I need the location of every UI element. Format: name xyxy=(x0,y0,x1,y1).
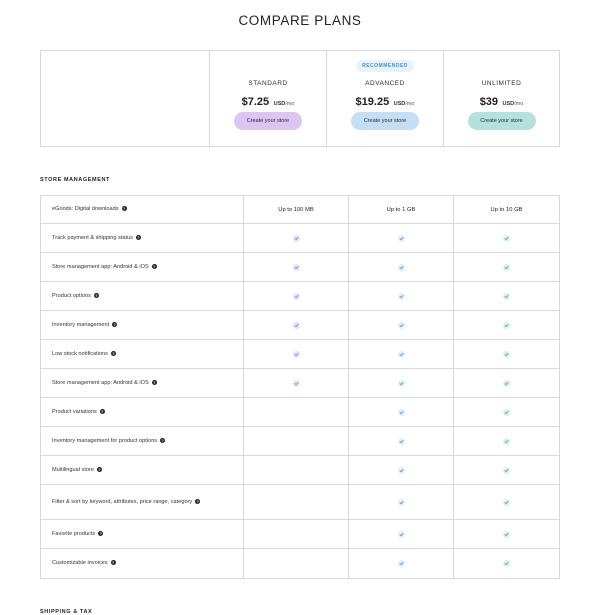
plan-cell xyxy=(244,253,349,281)
feature-label-wrap xyxy=(52,437,165,446)
check-icon xyxy=(503,499,510,506)
table-row xyxy=(41,549,559,578)
plan-cell-value: Up to 100 MB xyxy=(278,206,314,213)
plan-cell xyxy=(349,340,454,368)
help-icon[interactable]: ? xyxy=(152,263,156,269)
price-currency: USD xyxy=(273,101,286,107)
feature-label-text: Inventory management xyxy=(52,321,110,328)
plan-name: UNLIMITED xyxy=(481,80,522,87)
page-title: COMPARE PLANS xyxy=(238,13,362,28)
feature-label-wrap xyxy=(52,321,117,330)
table-row xyxy=(41,224,559,253)
check-icon xyxy=(503,264,510,271)
feature-label xyxy=(41,369,244,397)
check-icon xyxy=(398,351,405,358)
create-store-button-advanced[interactable]: Create your store xyxy=(351,112,419,130)
price-currency: USD xyxy=(393,101,406,107)
plan-cell xyxy=(349,311,454,339)
feature-label xyxy=(41,340,244,368)
create-store-button-unlimited[interactable]: Create your store xyxy=(468,112,536,130)
feature-label xyxy=(41,282,244,310)
help-icon[interactable]: ? xyxy=(95,292,98,298)
plan-cell-value: Up to 1 GB xyxy=(386,206,416,213)
check-icon xyxy=(503,351,510,358)
plan-cell xyxy=(454,282,559,310)
plan-header xyxy=(40,50,560,147)
plan-cell xyxy=(349,253,454,281)
check-icon xyxy=(503,467,510,474)
help-icon[interactable]: ? xyxy=(122,206,126,212)
feature-label-wrap xyxy=(52,379,157,388)
plan-cell xyxy=(244,456,349,484)
feature-label-text: Filter & sort by keyword, attributes, price range, category xyxy=(52,498,193,505)
feature-label-wrap xyxy=(52,466,102,475)
section-title-store-management: STORE MANAGEMENT xyxy=(40,177,111,183)
feature-label-text: Multilingual store xyxy=(52,466,94,473)
help-icon[interactable]: ? xyxy=(137,234,140,240)
table-row xyxy=(41,398,559,427)
plan-standard xyxy=(210,51,327,146)
check-icon xyxy=(293,351,300,358)
plan-cell xyxy=(244,485,349,519)
feature-label-wrap xyxy=(52,498,200,507)
feature-label-wrap xyxy=(52,292,99,301)
plan-cell xyxy=(454,456,559,484)
price-period: /mo xyxy=(514,101,524,107)
plan-cell xyxy=(244,520,349,548)
plan-cell xyxy=(454,485,559,519)
check-icon xyxy=(398,560,405,567)
plan-cell xyxy=(244,398,349,426)
table-row xyxy=(41,282,559,311)
help-icon[interactable]: ? xyxy=(98,466,101,472)
feature-label xyxy=(41,427,244,455)
plan-cell-value: Up to 10 GB xyxy=(490,206,523,213)
check-icon xyxy=(398,235,405,242)
plan-cell xyxy=(244,282,349,310)
plan-cell xyxy=(349,485,454,519)
table-row xyxy=(41,369,559,398)
plan-cell xyxy=(454,520,559,548)
check-icon xyxy=(503,531,510,538)
feature-label-wrap xyxy=(52,559,116,568)
check-icon xyxy=(398,467,405,474)
feature-label-text: eGoods: Digital downloads xyxy=(52,206,119,212)
feature-label-text: Store management app: Android & iOS xyxy=(52,379,149,386)
price-unit xyxy=(503,101,524,107)
feature-label-wrap xyxy=(52,350,116,359)
plan-cell xyxy=(454,369,559,397)
help-icon[interactable]: ? xyxy=(111,560,115,566)
feature-label-wrap xyxy=(52,234,141,243)
plan-price xyxy=(210,92,326,110)
plan-cell xyxy=(349,456,454,484)
price-amount: $19.25 xyxy=(355,96,390,108)
feature-label-text: Inventory management for product options xyxy=(52,437,158,444)
check-icon xyxy=(503,235,510,242)
feature-table xyxy=(40,195,560,579)
help-icon[interactable]: ? xyxy=(99,530,102,536)
check-icon xyxy=(503,409,510,416)
price-period: /mo xyxy=(285,101,295,107)
feature-label-text: Track payment & shipping status xyxy=(52,234,133,241)
check-icon xyxy=(293,380,300,387)
plan-cell xyxy=(244,311,349,339)
check-icon xyxy=(503,293,510,300)
help-icon[interactable]: ? xyxy=(161,437,164,443)
help-icon[interactable]: ? xyxy=(152,379,156,385)
plan-cell xyxy=(454,398,559,426)
feature-label xyxy=(41,456,244,484)
plan-unlimited xyxy=(444,51,559,146)
table-row xyxy=(41,427,559,456)
plan-cell xyxy=(454,253,559,281)
help-icon[interactable]: ? xyxy=(113,321,116,327)
price-amount: $7.25 xyxy=(241,96,270,108)
plan-cell xyxy=(244,549,349,578)
plan-cell xyxy=(349,520,454,548)
plan-cell xyxy=(349,427,454,455)
check-icon xyxy=(398,380,405,387)
feature-label-text: Favorite products xyxy=(52,530,96,537)
plan-cell xyxy=(349,196,454,223)
feature-label xyxy=(41,253,244,281)
plan-cell xyxy=(349,549,454,578)
plan-header-spacer xyxy=(41,51,210,146)
plan-cell xyxy=(244,224,349,252)
plan-name: STANDARD xyxy=(248,80,288,87)
feature-label xyxy=(41,196,244,223)
feature-label-wrap xyxy=(52,205,127,214)
check-icon xyxy=(503,560,510,567)
check-icon xyxy=(293,235,300,242)
check-icon xyxy=(293,322,300,329)
check-icon xyxy=(398,531,405,538)
plan-cell xyxy=(349,369,454,397)
plan-cell xyxy=(244,196,349,223)
plan-cell xyxy=(349,282,454,310)
table-row xyxy=(41,340,559,369)
check-icon xyxy=(398,499,405,506)
table-row xyxy=(41,485,559,520)
check-icon xyxy=(503,438,510,445)
table-row xyxy=(41,311,559,340)
check-icon xyxy=(398,293,405,300)
feature-label xyxy=(41,549,244,578)
feature-label xyxy=(41,224,244,252)
create-store-button-standard[interactable]: Create your store xyxy=(234,112,302,130)
plan-cell xyxy=(244,369,349,397)
section-title-shipping-tax: SHIPPING & TAX xyxy=(40,609,93,615)
check-icon xyxy=(503,380,510,387)
feature-label xyxy=(41,485,244,519)
check-icon xyxy=(503,322,510,329)
feature-label-wrap xyxy=(52,530,103,539)
plan-price xyxy=(327,92,443,110)
check-icon xyxy=(398,322,405,329)
table-row xyxy=(41,253,559,282)
feature-label-wrap xyxy=(52,408,105,417)
check-icon xyxy=(398,264,405,271)
feature-label xyxy=(41,311,244,339)
check-icon xyxy=(293,264,300,271)
plan-price xyxy=(444,92,559,110)
price-currency: USD xyxy=(502,101,515,107)
check-icon xyxy=(398,438,405,445)
plan-advanced xyxy=(327,51,444,146)
help-icon[interactable]: ? xyxy=(112,350,115,356)
plan-cell xyxy=(454,311,559,339)
price-unit xyxy=(274,101,295,107)
help-icon[interactable]: ? xyxy=(196,498,199,504)
plan-cell xyxy=(349,224,454,252)
plan-cell xyxy=(454,427,559,455)
price-unit xyxy=(394,101,415,107)
feature-label-text: Store management app: Android & iOS xyxy=(52,263,149,270)
feature-label xyxy=(41,520,244,548)
price-period: /mo xyxy=(405,101,415,107)
plan-cell xyxy=(454,549,559,578)
help-icon[interactable]: ? xyxy=(101,408,104,414)
plan-cell xyxy=(244,340,349,368)
table-row xyxy=(41,456,559,485)
feature-label-text: Product options xyxy=(52,292,91,299)
feature-label xyxy=(41,398,244,426)
feature-label-text: Product variations xyxy=(52,408,97,415)
feature-label-wrap xyxy=(52,263,157,272)
plan-cell xyxy=(349,398,454,426)
table-row xyxy=(41,520,559,549)
plan-cell xyxy=(244,427,349,455)
plan-name: ADVANCED xyxy=(365,80,405,87)
check-icon xyxy=(293,293,300,300)
check-icon xyxy=(398,409,405,416)
feature-label-text: Low stock notifications xyxy=(52,350,108,357)
plan-cell xyxy=(454,224,559,252)
price-amount: $39 xyxy=(479,96,499,108)
plan-cell xyxy=(454,340,559,368)
feature-label-text: Customizable invoices xyxy=(52,560,108,566)
table-row xyxy=(41,196,559,224)
recommended-badge: RECOMMENDED xyxy=(356,60,414,72)
plan-cell xyxy=(454,196,559,223)
